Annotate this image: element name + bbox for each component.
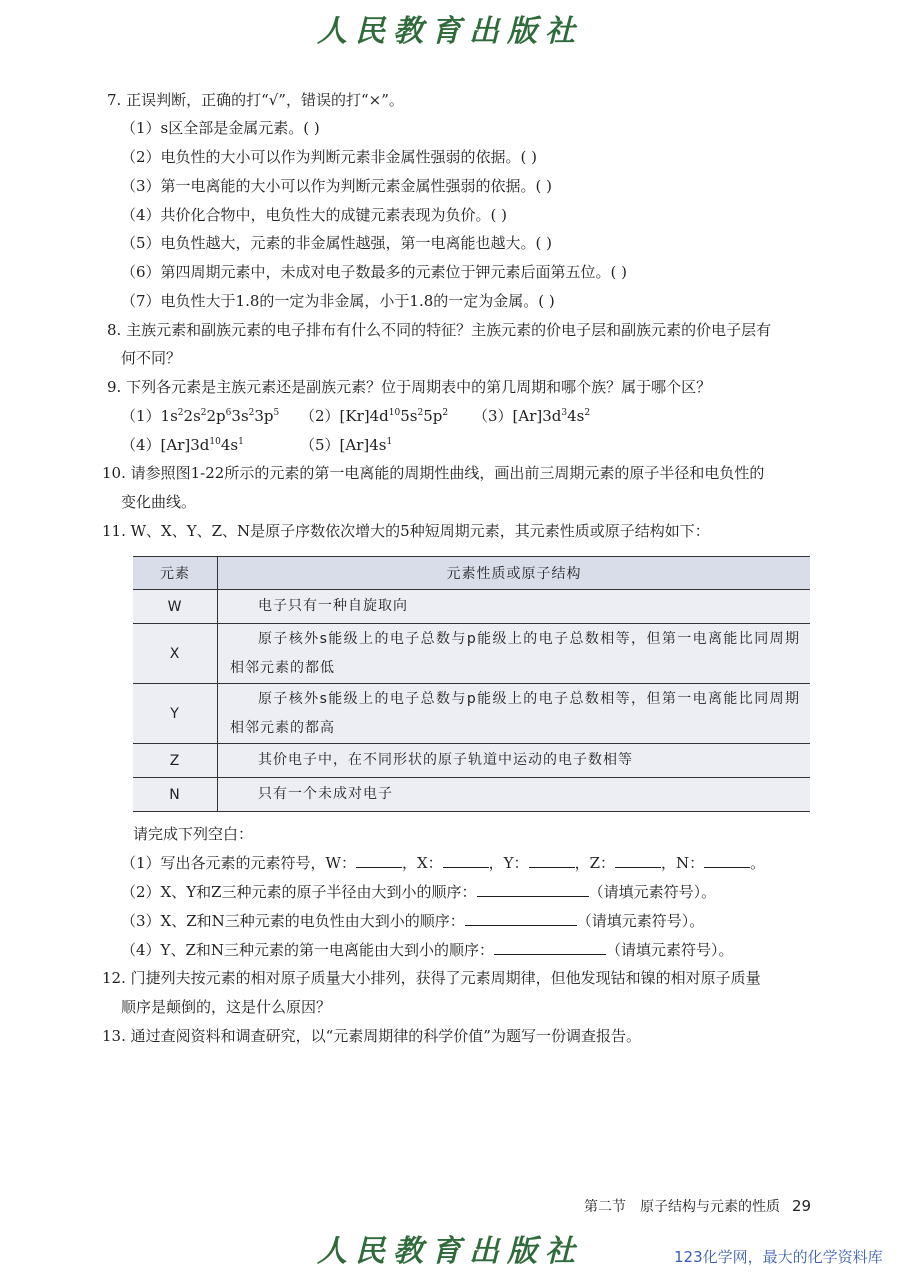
question-10-line-1: 10. 请参照图1-22所示的元素的第一电离能的周期性曲线，画出前三周期元素的原子半径和电负性的 — [102, 464, 765, 482]
answer-blank-w[interactable] — [356, 853, 402, 868]
table-row — [133, 684, 810, 744]
table-cell-description: 电子只有一种自旋取向 — [218, 590, 811, 624]
electron-config-2: $[Kr]4d^{10}5s^25p^2$ — [339, 407, 449, 425]
answer-blank-n[interactable] — [704, 853, 750, 868]
question-10-line-2: 变化曲线。 — [121, 493, 197, 511]
table-row — [133, 624, 810, 684]
publisher-logo: 人民教育出版社 — [317, 14, 583, 49]
answer-blank-electronegativity-order[interactable] — [465, 911, 577, 926]
option-label: （1） — [121, 407, 161, 425]
table-cell-element: N — [133, 778, 218, 812]
electron-config-4: $[Ar]3d^{10}4s^1$ — [160, 436, 244, 454]
answer-blank-ionization-order[interactable] — [494, 940, 606, 955]
option-label: （4） — [121, 436, 161, 454]
table-cell-description: 原子核外s能级上的电子总数与p能级上的电子总数相等，但第一电离能比同周期相邻元素的都高 — [218, 684, 811, 744]
page-footer — [584, 1196, 811, 1216]
option-label: （3） — [473, 407, 513, 425]
question-7-item-5: （5）电负性越大，元素的非金属性越强，第一电离能也越大。( ) — [121, 234, 553, 252]
table-cell-element: X — [133, 624, 218, 684]
question-7-item-2: （2）电负性的大小可以作为判断元素非金属性强弱的依据。( ) — [121, 148, 538, 166]
question-12-line-2: 顺序是颠倒的，这是什么原因？ — [121, 998, 332, 1016]
option-label: （5） — [300, 436, 340, 454]
question-9-stem: 9. 下列各元素是主族元素还是副族元素？位于周期表中的第几周期和哪个族？属于哪个区？ — [107, 378, 712, 396]
electron-config-3: $[Ar]3d^34s^2$ — [512, 407, 591, 425]
question-11-stem: 11. W、X、Y、Z、N是原子序数依次增大的5种短周期元素，其元素性质或原子结构如下： — [102, 522, 710, 540]
page-number: 29 — [792, 1197, 812, 1215]
table-header-element: 元素 — [133, 557, 218, 590]
table-header-property: 元素性质或原子结构 — [218, 557, 811, 590]
question-9-option-3 — [473, 406, 590, 426]
answer-blank-x[interactable] — [443, 853, 489, 868]
element-properties-table — [133, 556, 810, 812]
question-11-sub-3: （3）X、Z和N三种元素的电负性由大到小的顺序： （请填元素符号）。 — [121, 912, 705, 930]
answer-blank-z[interactable] — [615, 853, 661, 868]
table-cell-description: 只有一个未成对电子 — [218, 778, 811, 812]
question-8-line-1: 8. 主族元素和副族元素的电子排布有什么不同的特征？主族元素的价电子层和副族元素的价电子层有 — [107, 321, 772, 339]
section-title: 第二节 原子结构与元素的性质 — [584, 1199, 780, 1215]
question-9-option-1 — [121, 406, 279, 426]
question-7-item-1: （1）s区全部是金属元素。( ) — [121, 119, 320, 137]
table-cell-element: W — [133, 590, 218, 624]
table-cell-description: 原子核外s能级上的电子总数与p能级上的电子总数相等，但第一电离能比同周期相邻元素的都低 — [218, 624, 811, 684]
question-9-option-5 — [300, 435, 392, 455]
question-11-prompt: 请完成下列空白： — [133, 825, 254, 843]
question-12-line-1: 12. 门捷列夫按元素的相对原子质量大小排列，获得了元素周期律，但他发现钴和镍的相对原子质量 — [102, 969, 761, 987]
electron-config-1: $1s^22s^22p^63s^23p^5$ — [160, 407, 280, 425]
question-7-item-4: （4）共价化合物中，电负性大的成键元素表现为负价。( ) — [121, 206, 508, 224]
watermark-text: 123化学网，最大的化学资料库 — [674, 1248, 883, 1266]
question-7-stem: 7. 正误判断，正确的打“√”，错误的打“×”。 — [107, 91, 404, 109]
table-row — [133, 590, 810, 624]
table-row — [133, 744, 810, 778]
electron-config-5: $[Ar]4s^1$ — [339, 436, 393, 454]
question-7-item-6: （6）第四周期元素中，未成对电子数最多的元素位于钾元素后面第五位。( ) — [121, 263, 628, 281]
question-11-sub-2: （2）X、Y和Z三种元素的原子半径由大到小的顺序： （请填元素符号）。 — [121, 883, 717, 901]
option-label: （2） — [300, 407, 340, 425]
table-cell-description: 其价电子中，在不同形状的原子轨道中运动的电子数相等 — [218, 744, 811, 778]
answer-blank-y[interactable] — [529, 853, 575, 868]
table-row — [133, 778, 810, 812]
table-cell-element: Y — [133, 684, 218, 744]
question-8-line-2: 何不同？ — [121, 349, 182, 367]
question-9-option-2 — [300, 406, 448, 426]
question-7-item-7: （7）电负性大于1.8的一定为非金属，小于1.8的一定为金属。( ) — [121, 292, 555, 310]
question-13: 13. 通过查阅资料和调查研究，以“元素周期律的科学价值”为题写一份调查报告。 — [102, 1027, 641, 1045]
publisher-logo-footer: 人民教育出版社 — [317, 1234, 583, 1269]
question-11-sub-1: （1）写出各元素的元素符号，W： ，X： ，Y： ，Z： ，N： 。 — [121, 854, 766, 872]
question-11-sub-4: （4）Y、Z和N三种元素的第一电离能由大到小的顺序： （请填元素符号）。 — [121, 941, 734, 959]
question-7-item-3: （3）第一电离能的大小可以作为判断元素金属性强弱的依据。( ) — [121, 177, 553, 195]
answer-blank-radius-order[interactable] — [477, 882, 589, 897]
question-9-option-4 — [121, 435, 244, 455]
table-cell-element: Z — [133, 744, 218, 778]
